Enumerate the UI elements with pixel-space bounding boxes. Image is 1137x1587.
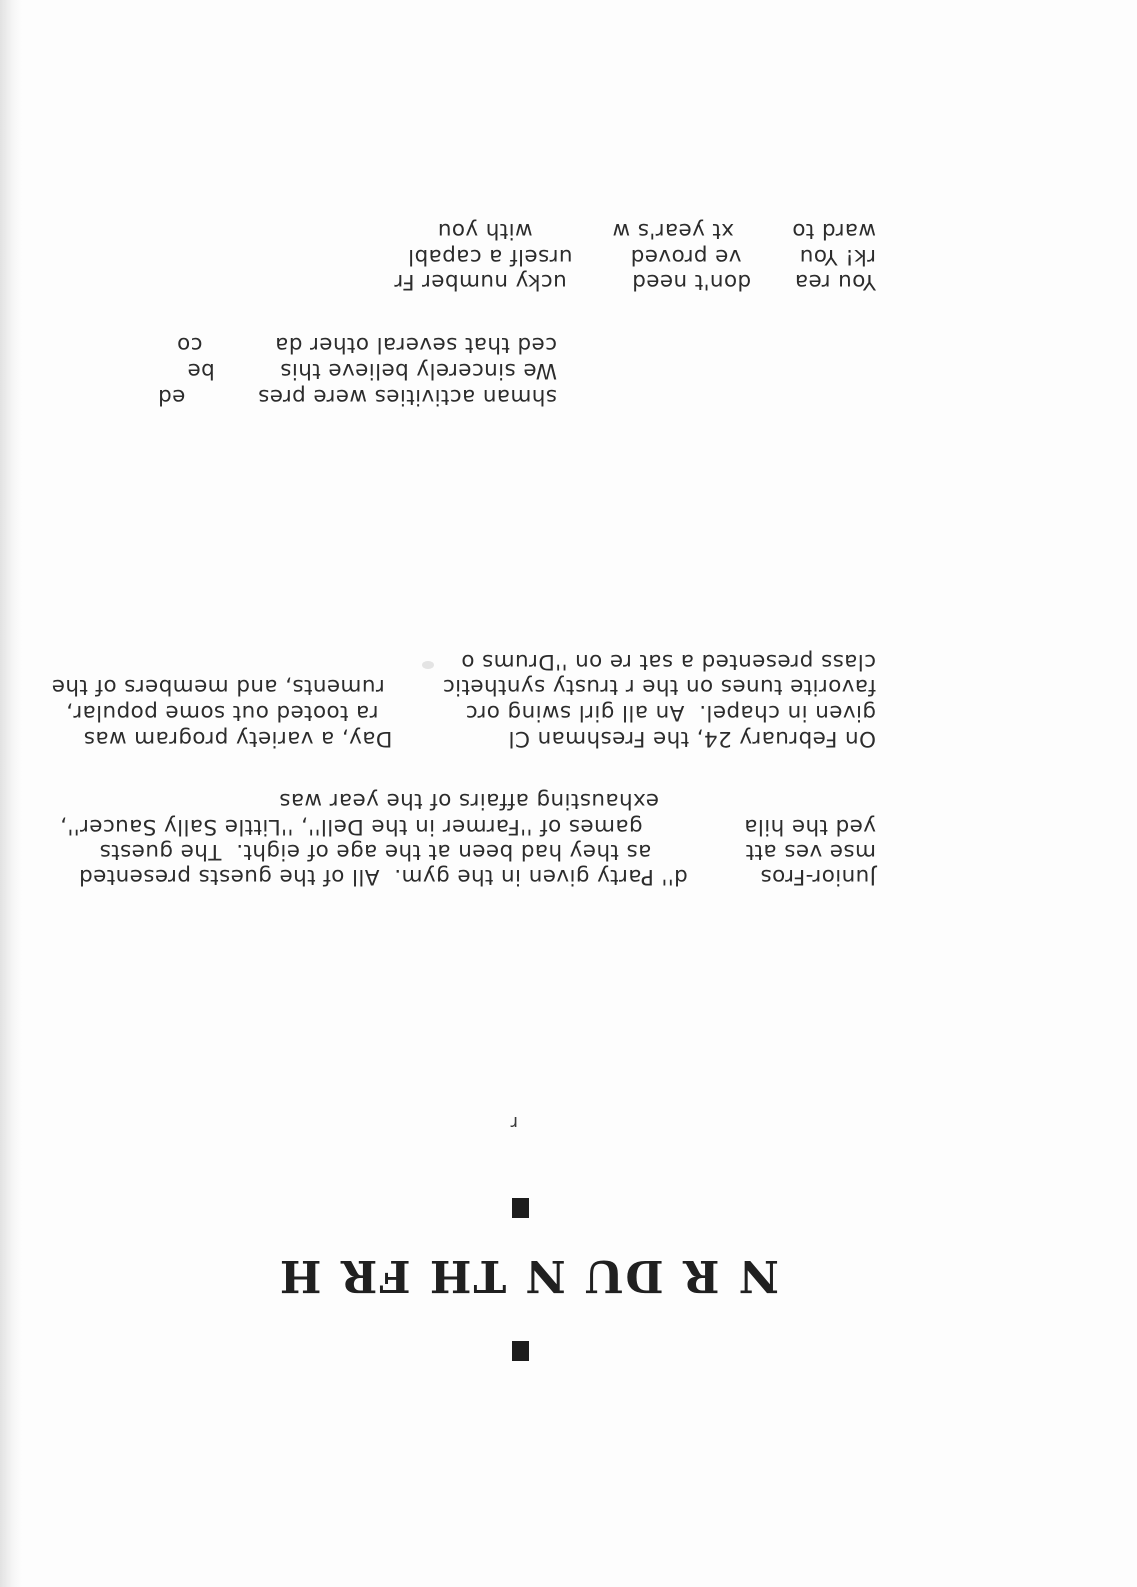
paragraph-3-line: shman activities were pres ed (157, 384, 557, 409)
paragraph-3-line: We sincerely believe this be (187, 358, 557, 383)
paper-smudge (422, 661, 434, 669)
paragraph-1-line: Junior-Fros d'' Party given in the gym. All of the guests presented (78, 864, 876, 889)
paragraph-1-line: yed the hila games of ''Farmer in the Dell'', ''Little Sally Saucer'', (59, 814, 876, 839)
paragraph-2-line: On February 24, the Freshman Cl Day, a variety program was (83, 726, 876, 751)
paragraph-1-line: exhausting affairs of the year was (278, 788, 876, 813)
paragraph-2-line: favorite tunes on the r trusty synthetic ruments, and members of the (51, 674, 876, 699)
paragraph-2-line: class presented a sat re on ''Drums o (460, 649, 876, 674)
bullet-square (512, 1341, 529, 1361)
stray-mark: r (510, 1112, 518, 1133)
page-title: N R DU N TH FR H (277, 1250, 779, 1301)
page-edge-shadow (0, 0, 22, 1587)
paragraph-3-line: ced that several other da co (176, 332, 557, 357)
bullet-square (512, 1198, 529, 1218)
paragraph-2-line: given in chapel. An all girl swing orc ra tooted out some popular, (65, 700, 876, 725)
paragraph-4-line: rk! You ve proved urself a capabl (407, 244, 876, 269)
paragraph-4-line: ward to xt year's w with you (437, 218, 876, 243)
paragraph-1-line: mse ves att as they had been at the age of eight. The guests (99, 839, 876, 864)
paragraph-4-line: You rea don't need ucky number Fr (394, 269, 876, 294)
